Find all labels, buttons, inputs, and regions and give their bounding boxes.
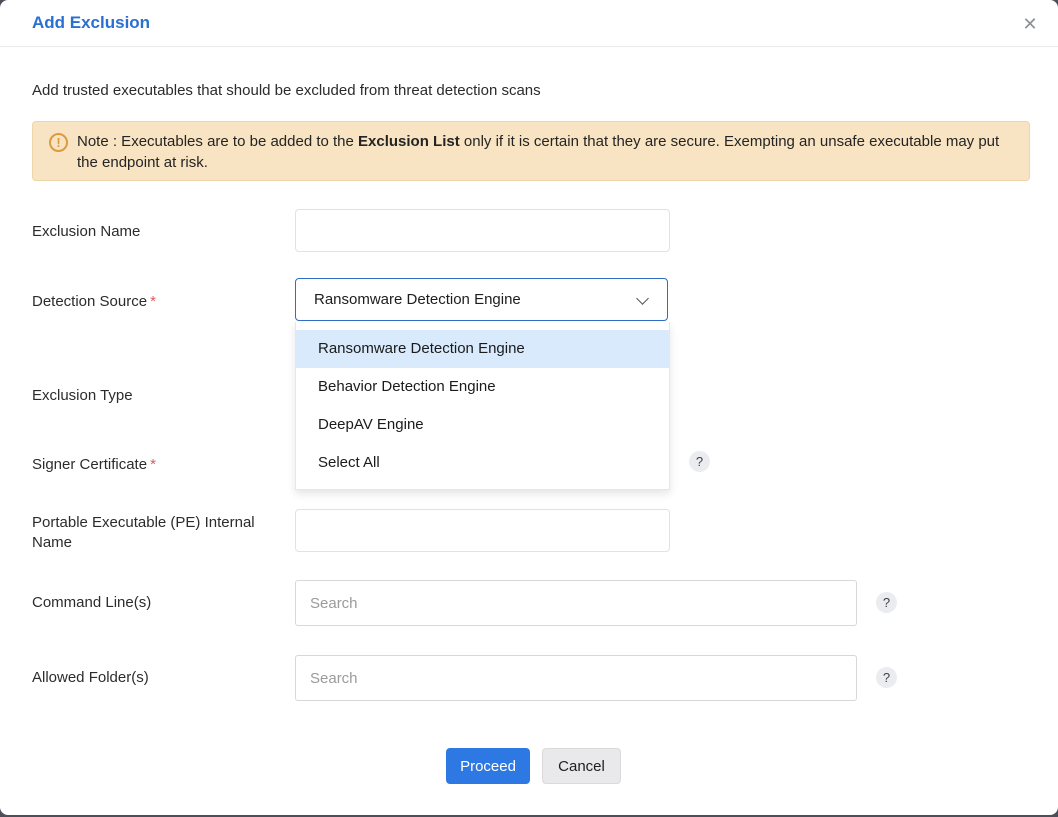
- exclusion-type-label: Exclusion Type: [32, 387, 133, 404]
- exclusion-name-input[interactable]: [295, 209, 670, 252]
- command-lines-search-input[interactable]: [295, 580, 857, 626]
- dialog-subtitle: Add trusted executables that should be excluded from threat detection scans: [32, 82, 541, 99]
- note-prefix: Note : Executables are to be added to the: [77, 133, 359, 150]
- note-banner: [32, 121, 1030, 181]
- warning-icon: !: [49, 133, 68, 152]
- dialog-header: [0, 0, 1058, 47]
- note-text: [77, 131, 1013, 173]
- signer-certificate-label: Signer Certificate *: [32, 456, 156, 473]
- detection-source-label: Detection Source *: [32, 293, 156, 310]
- pe-internal-name-input[interactable]: [295, 509, 670, 552]
- dropdown-option[interactable]: Behavior Detection Engine: [318, 378, 496, 395]
- close-icon[interactable]: ✕: [1022, 14, 1038, 34]
- exclusion-name-label: Exclusion Name: [32, 223, 141, 240]
- signer-certificate-help-icon[interactable]: ?: [689, 451, 710, 472]
- note-suffix: only if it is certain that they are secure. Exempting an unsafe executable may put the endpoint at risk.: [77, 133, 1000, 171]
- dropdown-option[interactable]: Ransomware Detection Engine: [296, 330, 669, 368]
- command-lines-help-icon[interactable]: ?: [876, 592, 897, 613]
- allowed-folders-label: Allowed Folder(s): [32, 669, 149, 686]
- detection-source-value: Ransomware Detection Engine: [314, 291, 521, 308]
- chevron-down-icon: [636, 292, 649, 305]
- proceed-button[interactable]: Proceed: [446, 748, 530, 784]
- dropdown-option[interactable]: DeepAV Engine: [318, 416, 424, 433]
- command-lines-label: Command Line(s): [32, 594, 152, 611]
- allowed-folders-search-input[interactable]: [295, 655, 857, 701]
- required-asterisk: *: [150, 293, 156, 310]
- detection-source-dropdown: [295, 322, 670, 490]
- dialog-title: Add Exclusion: [32, 13, 151, 32]
- cancel-button[interactable]: Cancel: [542, 748, 621, 784]
- required-asterisk: *: [150, 456, 156, 473]
- note-bold: Exclusion List: [358, 133, 460, 150]
- dropdown-option[interactable]: Select All: [318, 454, 380, 471]
- detection-source-select[interactable]: [295, 278, 668, 321]
- allowed-folders-help-icon[interactable]: ?: [876, 667, 897, 688]
- pe-internal-name-label: Portable Executable (PE) Internal Name: [32, 514, 255, 551]
